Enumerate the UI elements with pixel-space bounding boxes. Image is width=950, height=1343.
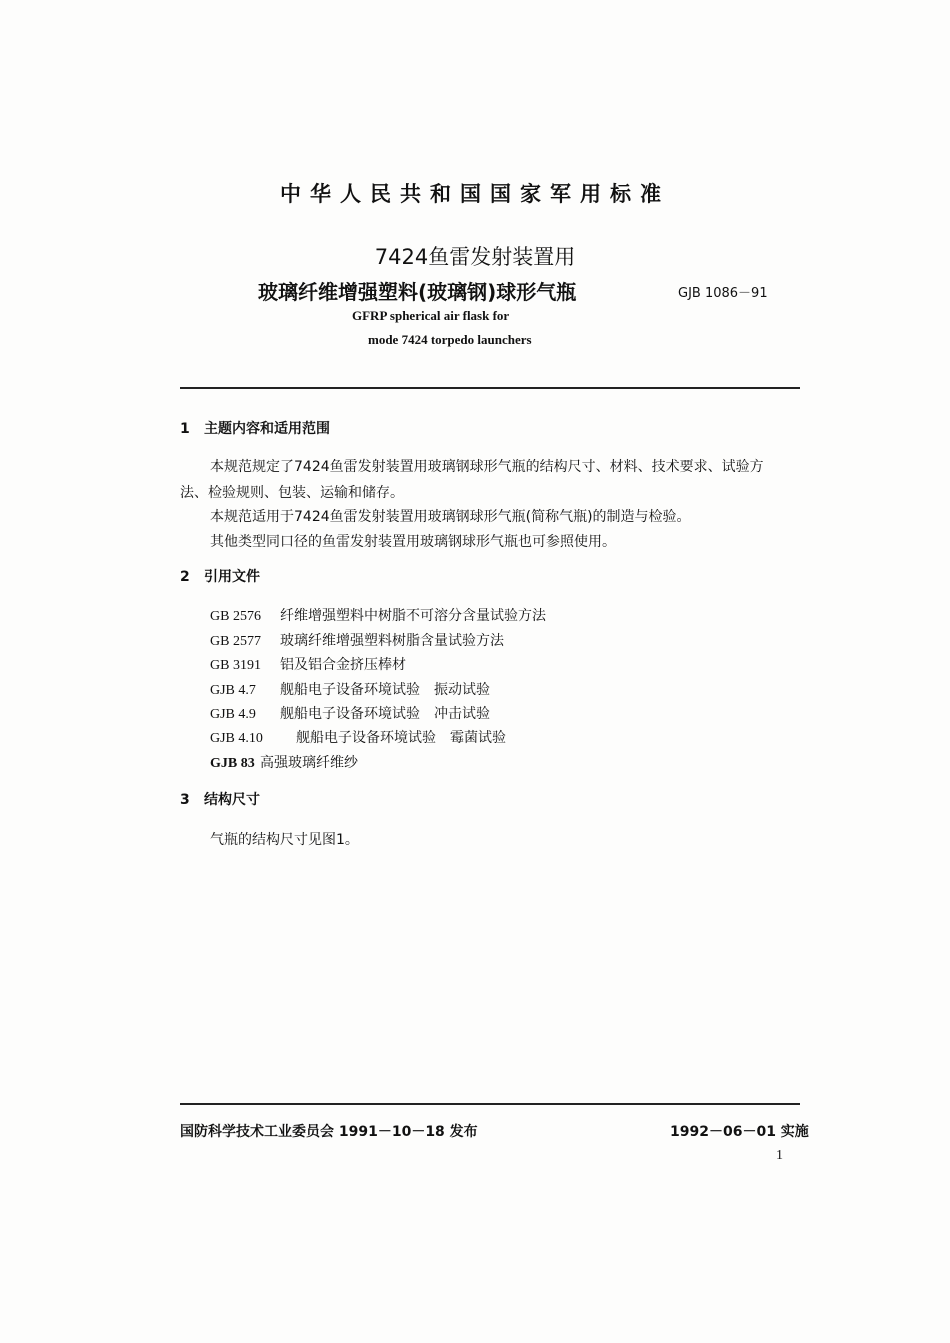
reference-code: GJB 4.10: [210, 731, 263, 746]
reference-title: 舰船电子设备环境试验 冲击试验: [280, 706, 490, 722]
section-1-paragraph-3: 其他类型同口径的鱼雷发射装置用玻璃钢球形气瓶也可参照使用。: [210, 534, 616, 550]
standard-header: 中华人民共和国国家军用标准: [280, 182, 670, 206]
reference-code: GJB 83: [210, 756, 255, 771]
section-3-paragraph-1: 气瓶的结构尺寸见图1。: [210, 832, 359, 848]
section-1-heading: [180, 418, 330, 438]
top-rule: [180, 387, 800, 389]
section-1-title: 主题内容和适用范围: [204, 421, 330, 437]
reference-title: 舰船电子设备环境试验 振动试验: [280, 682, 490, 698]
section-3-title: 结构尺寸: [204, 792, 260, 808]
reference-title: 高强玻璃纤维纱: [260, 755, 358, 771]
bottom-rule: [180, 1103, 800, 1105]
section-3-number: 3: [180, 792, 190, 808]
effective-statement: 1992－06－01 实施: [670, 1124, 809, 1140]
reference-item: [210, 703, 490, 723]
reference-title: 舰船电子设备环境试验 霉菌试验: [296, 730, 506, 746]
section-1-paragraph-1-line-2: 法、检验规则、包装、运输和储存。: [180, 485, 404, 501]
reference-item: [210, 752, 358, 772]
reference-code: GJB 4.7: [210, 683, 256, 698]
reference-item: [210, 630, 504, 650]
reference-code: GJB 4.9: [210, 707, 256, 722]
section-2-number: 2: [180, 569, 190, 585]
reference-item: [210, 727, 506, 747]
section-2-heading: [180, 566, 260, 586]
english-title-line-2: mode 7424 torpedo launchers: [368, 332, 532, 347]
standard-code: GJB 1086－91: [678, 286, 768, 301]
section-3-heading: [180, 789, 260, 809]
issue-statement: 国防科学技术工业委员会 1991－10－18 发布: [180, 1124, 478, 1140]
reference-item: [210, 654, 406, 674]
reference-code: GB 2576: [210, 609, 261, 624]
page-number: 1: [776, 1148, 783, 1163]
reference-title: 铝及铝合金挤压棒材: [280, 657, 406, 673]
section-2-title: 引用文件: [204, 569, 260, 585]
reference-code: GB 3191: [210, 658, 261, 673]
reference-item: [210, 605, 546, 625]
title-line-1: 7424鱼雷发射装置用: [374, 245, 576, 269]
section-1-paragraph-1-line-1: 本规范规定了7424鱼雷发射装置用玻璃钢球形气瓶的结构尺寸、材料、技术要求、试验方: [210, 459, 764, 475]
reference-title: 纤维增强塑料中树脂不可溶分含量试验方法: [280, 608, 546, 624]
reference-code: GB 2577: [210, 634, 261, 649]
reference-title: 玻璃纤维增强塑料树脂含量试验方法: [280, 633, 504, 649]
section-1-paragraph-2: 本规范适用于7424鱼雷发射装置用玻璃钢球形气瓶(简称气瓶)的制造与检验。: [210, 509, 691, 525]
reference-item: [210, 679, 490, 699]
title-line-2: 玻璃纤维增强塑料(玻璃钢)球形气瓶: [258, 280, 577, 304]
section-1-number: 1: [180, 421, 190, 437]
english-title-line-1: GFRP spherical air flask for: [352, 308, 510, 323]
